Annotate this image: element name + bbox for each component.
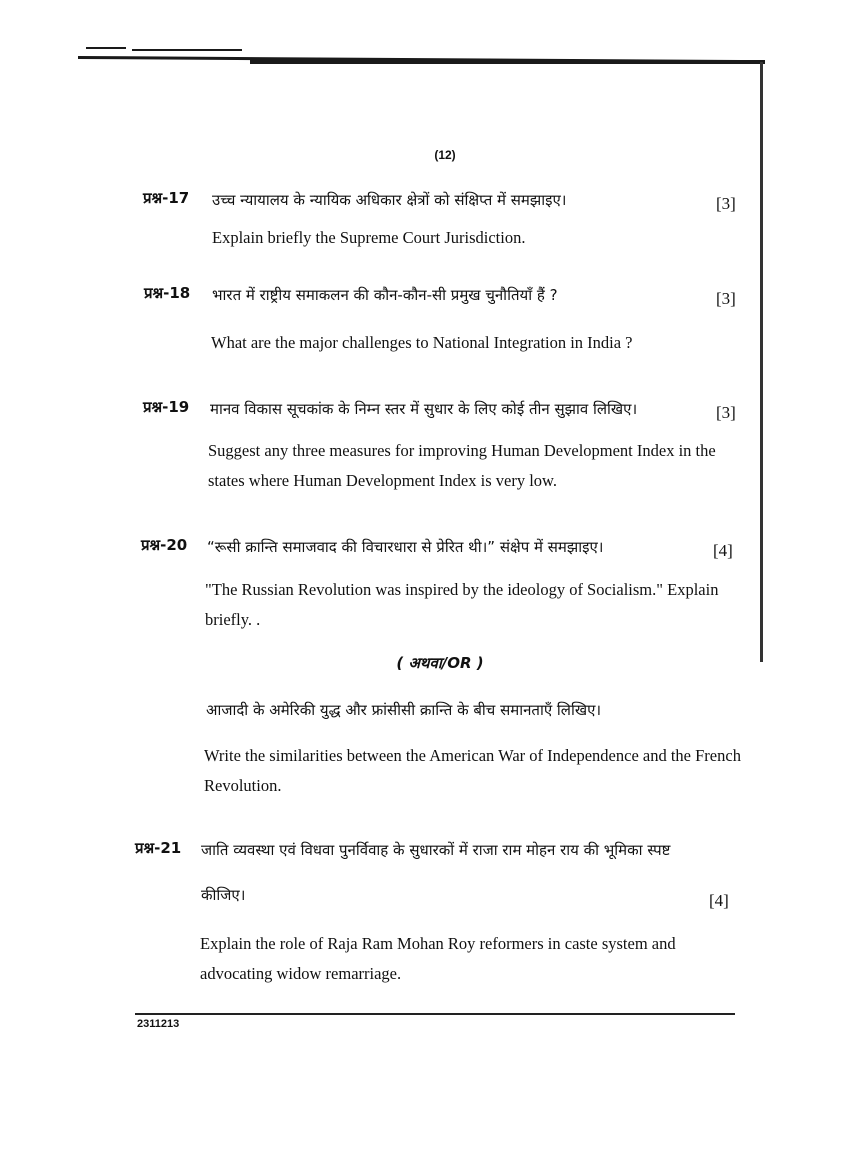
question-label: प्रश्न-19 — [143, 398, 190, 416]
scan-border-line — [250, 60, 765, 64]
question-label: प्रश्न-17 — [143, 189, 190, 207]
or-heading: ( अथवा/OR ) — [396, 654, 484, 672]
question-hindi-text: जाति व्यवस्था एवं विधवा पुनर्विवाह के सुधारकों में राजा राम मोहन राय की भूमिका स्पष्ट — [201, 841, 671, 859]
scan-border-line — [132, 49, 242, 51]
question-marks: [3] — [716, 289, 736, 308]
question-english-text: What are the major challenges to National Integration in India ? — [211, 333, 633, 352]
question-label: प्रश्न-21 — [135, 839, 182, 857]
page-number: (12) — [434, 148, 456, 162]
question-hindi-text: उच्च न्यायालय के न्यायिक अधिकार क्षेत्रों को संक्षिप्त में समझाइए। — [212, 191, 567, 209]
question-english-text: Explain the role of Raja Ram Mohan Roy reformers in caste system and advocating widow remarriage. — [200, 934, 676, 983]
question-hindi-text: भारत में राष्ट्रीय समाकलन की कौन-कौन-सी प्रमुख चुनौतियाँ हैं ? — [212, 286, 558, 304]
scan-border-line — [86, 47, 126, 49]
alternative-question-english-text: Write the similarities between the American War of Independence and the French Revolution. — [204, 746, 741, 795]
question-label: प्रश्न-20 — [141, 536, 188, 554]
alternative-question-hindi-text: आजादी के अमेरिकी युद्ध और फ्रांसीसी क्रान्ति के बीच समानताएँ लिखिए। — [206, 701, 602, 719]
question-english-text: Suggest any three measures for improving Human Development Index in the states where Human Development Index is very low. — [208, 441, 716, 490]
question-english-text: Explain briefly the Supreme Court Jurisdiction. — [212, 228, 526, 247]
question-marks: [3] — [716, 194, 736, 213]
question-hindi-text: “रूसी क्रान्ति समाजवाद की विचारधारा से प्रेरित थी।” संक्षेप में समझाइए। — [207, 538, 604, 556]
paper-code: 2311213 — [137, 1018, 180, 1030]
question-hindi-text: कीजिए। — [201, 886, 246, 904]
question-marks: [4] — [709, 891, 729, 910]
footer-rule — [135, 1013, 735, 1015]
question-marks: [4] — [713, 541, 733, 560]
question-label: प्रश्न-18 — [144, 284, 191, 302]
question-marks: [3] — [716, 403, 736, 422]
question-hindi-text: मानव विकास सूचकांक के निम्न स्तर में सुधार के लिए कोई तीन सुझाव लिखिए। — [210, 400, 638, 418]
question-english-text: "The Russian Revolution was inspired by the ideology of Socialism." Explain briefly. . — [205, 580, 719, 629]
